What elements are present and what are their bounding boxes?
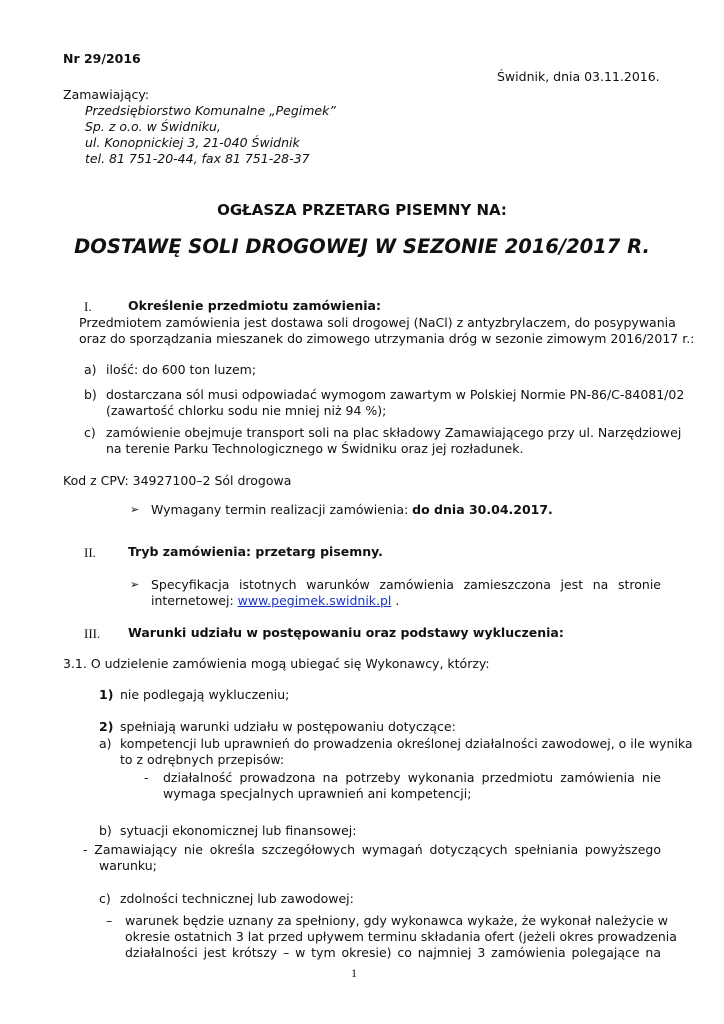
spec-line1: Specyfikacja istotnych warunków zamówienia zamieszczona jest na stronie	[151, 577, 661, 592]
section-2-title: Tryb zamówienia: przetarg pisemny.	[128, 544, 383, 559]
sub-c-dash: –	[106, 913, 113, 928]
term-value: do dnia 30.04.2017.	[412, 502, 553, 517]
cpv-code: Kod z CPV: 34927100–2 Sól drogowa	[63, 473, 292, 488]
sub-a-line1: kompetencji lub uprawnień do prowadzenia określonej działalności zawodowej, o ile wynika	[120, 736, 693, 751]
term-label: Wymagany termin realizacji zamówienia:	[151, 502, 413, 517]
spec-prefix: internetowej:	[151, 593, 238, 608]
section-1-title: Określenie przedmiotu zamówienia:	[128, 298, 381, 313]
contracting-phone: tel. 81 751-20-44, fax 81 751-28-37	[85, 151, 310, 166]
sub-b-text: sytuacji ekonomicznej lub finansowej:	[120, 823, 357, 838]
sub-a-dash: -	[144, 770, 149, 785]
sub-c-label: c)	[99, 891, 111, 906]
sub-b-label: b)	[99, 823, 112, 838]
item-b-line1: dostarczana sól musi odpowiadać wymogom zawartym w Polskiej Normie PN-86/C-84081/02	[106, 387, 685, 402]
contracting-address: ul. Konopnickiej 3, 21-040 Świdnik	[85, 135, 300, 150]
section-3-number: III.	[84, 626, 101, 641]
arrow-bullet-icon: ➢	[130, 578, 140, 591]
item-a-label: a)	[84, 362, 97, 377]
contracting-label: Zamawiający:	[63, 87, 150, 102]
sub-a-detail-line1: działalność prowadzona na potrzeby wykonania przedmiotu zamówienia nie	[163, 770, 661, 785]
sub-a-line2: to z odrębnych przepisów:	[120, 752, 285, 767]
contracting-company: Sp. z o.o. w Świdniku,	[85, 119, 221, 134]
term-line	[151, 502, 553, 518]
sub-c-text: zdolności technicznej lub zawodowej:	[120, 891, 354, 906]
item-c-label: c)	[84, 425, 96, 440]
arrow-bullet-icon: ➢	[130, 503, 140, 516]
item-a-text: ilość: do 600 ton luzem;	[106, 362, 257, 377]
page-title: DOSTAWĘ SOLI DROGOWEJ W SEZONIE 2016/2017 R.	[74, 235, 650, 258]
sub-a-label: a)	[99, 736, 112, 751]
spec-suffix: .	[391, 593, 400, 608]
place-date: Świdnik, dnia 03.11.2016.	[497, 69, 660, 84]
sub-b-detail-line1: - Zamawiający nie określa szczegółowych wymagań dotyczących spełniania powyższego	[83, 842, 661, 857]
section-1-intro-line2: oraz do sporządzania mieszanek do zimowego utrzymania dróg w sezonie zimowym 2016/2017 r.:	[79, 331, 695, 346]
point-1-number: 1)	[99, 687, 114, 702]
section-1-number: I.	[84, 299, 92, 314]
point-2-number: 2)	[99, 719, 114, 734]
point-2-text: spełniają warunki udziału w postępowaniu dotyczące:	[120, 719, 456, 734]
contracting-name: Przedsiębiorstwo Komunalne „Pegimek”	[85, 103, 336, 118]
item-c-line2: na terenie Parku Technologicznego w Świdniku oraz jej rozładunek.	[106, 441, 524, 456]
sub-c-line1: warunek będzie uznany za spełniony, gdy wykonawca wykaże, że wykonał należycie w	[125, 913, 669, 928]
sub-b-detail-line2: warunku;	[99, 858, 157, 873]
page-number: 1	[351, 966, 357, 980]
sub-c-line3: działalności jest krótszy – w tym okresie) co najmniej 3 zamówienia polegające na	[125, 945, 661, 960]
point-1-text: nie podlegają wykluczeniu;	[120, 687, 290, 702]
section-2-number: II.	[84, 545, 96, 560]
item-b-label: b)	[84, 387, 97, 402]
item-c-line1: zamówienie obejmuje transport soli na plac składowy Zamawiającego przy ul. Narzędziowej	[106, 425, 682, 440]
website-link[interactable]: www.pegimek.swidnik.pl	[237, 593, 392, 608]
sub-c-line2: okresie ostatnich 3 lat przed upływem terminu składania ofert (jeżeli okres prowadzenia	[125, 929, 677, 944]
announcement-heading: OGŁASZA PRZETARG PISEMNY NA:	[217, 201, 507, 219]
document-number: Nr 29/2016	[63, 51, 141, 66]
sub-a-detail-line2: wymaga specjalnych uprawnień ani kompetencji;	[163, 786, 472, 801]
item-b-line2: (zawartość chlorku sodu nie mniej niż 94 %);	[106, 403, 387, 418]
paragraph-3-1: 3.1. O udzielenie zamówienia mogą ubiegać się Wykonawcy, którzy:	[63, 656, 490, 671]
section-1-intro-line1: Przedmiotem zamówienia jest dostawa soli drogowej (NaCl) z antyzbrylaczem, do posypywania	[79, 315, 676, 330]
section-3-title: Warunki udziału w postępowaniu oraz podstawy wykluczenia:	[128, 625, 564, 640]
spec-line2	[151, 593, 399, 609]
